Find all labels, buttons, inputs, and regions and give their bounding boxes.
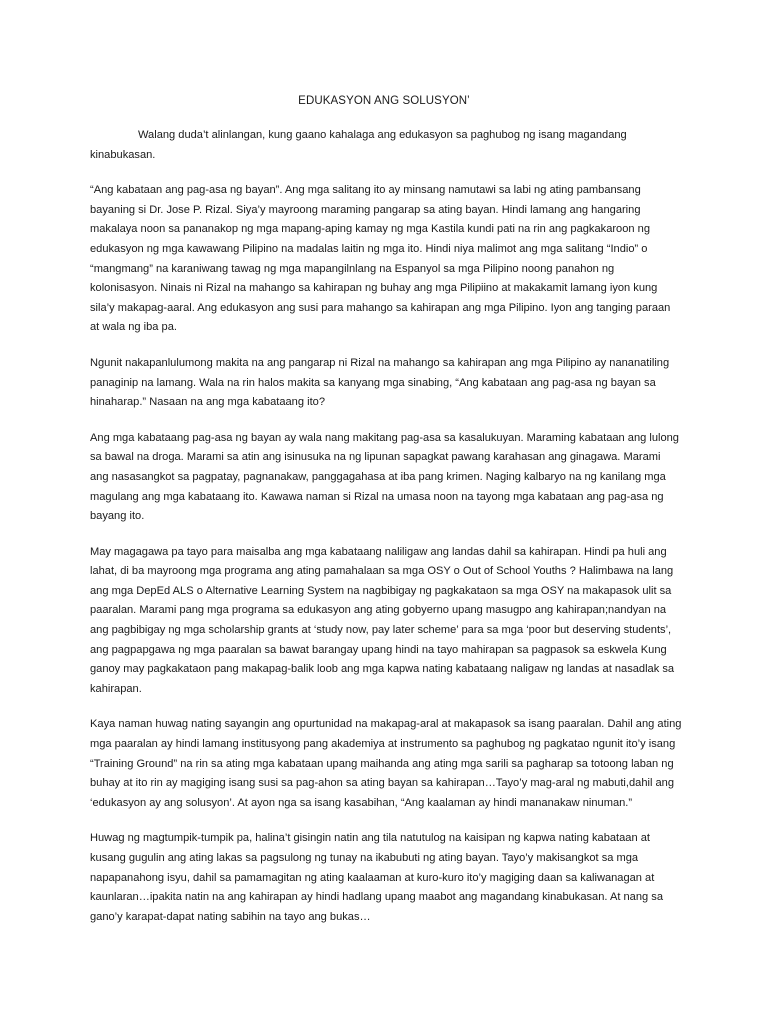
paragraph-programs: May magagawa pa tayo para maisalba ang mga kabataang naliligaw ang landas dahil sa kahirapan. Hindi pa huli ang lahat, di ba mayroong mga programa ang ating pamahalaan sa mga OSY o Out of School Youths ? Halimbawa na lang ang mga DepEd ALS o Alternative Learning System na nagbibigay ng pagkakataon sa mga OSY na makapasok ulit sa paaralan. Marami pang mga programa sa edukasyon ang ating gobyerno upang masugpo ang kahirapan;nandyan na ang pagbibigay ng mga scholarship grants at ‘study now, pay later scheme’ para sa mga ‘poor but deserving students’, ang pagpapgawa ng mga paaralan sa bawat barangay upang hindi na tayo mahirapan sa pagpasok sa eskwela Kung ganoy may pagkakataon pang makapag-balik loob ang mga kapwa nating kabataang naligaw ng landas at nasadlak sa kahirapan. xyxy=(90,545,675,695)
paragraph-opportunity: Kaya naman huwag nating sayangin ang opurtunidad na makapag-aral at makapasok sa isang paaralan. Dahil ang ating mga paaralan ay hindi lamang institusyong pang akademiya at instrumento sa paghubog ng pagkatao ngunit ito’y isang “Training Ground” na rin sa ating mga kabataan upang maihanda ang ating mga sarili sa pagharap sa totoong laban ng buhay at ito rin ay magiging isang susi sa pag-ahon sa ating bayan sa kahirapan…Tayo’y mag-aral ng mabuti,dahil ang ‘edukasyon ay ang solusyon’. At ayon nga sa isang kasabihan, “Ang kaalaman ay hindi mananakaw ninuman.” xyxy=(90,718,682,809)
paragraph-closing: Huwag ng magtumpik-tumpik pa, halina’t gisingin natin ang tila natutulog na kaisipan ng kapwa nating kabataan at kusang gugulin ang ating lakas sa pagsulong ng tunay na ikabubuti ng ating bayan. Tayo’y makisangkot sa mga napapanahong isyu, dahil sa pamamagitan ng ating kaalaaman at kuro-kuro ito’y magiging daan sa kaliwanagan at kaunlaran…ipakita natin na ang kahirapan ay hindi hadlang upang maabot ang magandang kinabukasan. At nang sa gano’y karapat-dapat nating sabihin na tayo ang bukas… xyxy=(90,832,663,923)
paragraph-rizal: “Ang kabataan ang pag-asa ng bayan”. Ang mga salitang ito ay minsang namutawi sa labi ng ating pambansang bayaning si Dr. Jose P. Rizal. Siya’y mayroong maraming pangarap sa ating bayan. Hindi lamang ang hangaring makalaya noon sa pananakop ng mga mapang-aping kamay ng mga Kastila kundi pati na rin ang pagkakaroon ng edukasyon ng mga kawawang Pilipino na madalas laitin ng mga ito. Hindi niya malimot ang mga salitang “Indio” o “mangmang” na karaniwang tawag ng mga mapangilnlang na Espanyol sa mga Pilipino noong panahon ng kolonisasyon. Ninais ni Rizal na mahango sa kahirapan ng buhay ang mga Pilipiino at makakamit lamang iyon kung sila’y makapag-aaral. Ang edukasyon ang susi para mahango sa kahirapan ang mga Pilipino. Iyon ang tanging paraan at wala ng iba pa. xyxy=(90,184,671,334)
paragraph-intro: Walang duda’t alinlangan, kung gaano kahalaga ang edukasyon sa paghubog ng isang magandang kinabukasan. xyxy=(90,129,627,161)
paragraph-dream: Ngunit nakapanlulumong makita na ang pangarap ni Rizal na mahango sa kahirapan ang mga Pilipino ay nananatiling panaginip na lamang. Wala na rin halos makita sa kanyang mga sinabing, “Ang kabataan ang pag-asa ng bayan sa hinaharap.” Nasaan na ang mga kabataang ito? xyxy=(90,356,670,409)
document-title: EDUKASYON ANG SOLUSYON’ xyxy=(298,95,470,107)
document-body xyxy=(90,126,682,943)
paragraph-youth: Ang mga kabataang pag-asa ng bayan ay wala nang makitang pag-asa sa kasalukuyan. Maraming kabataan ang lulong sa bawal na droga. Marami sa atin ang isinusuka na ng lipunan sapagkat pawang karahasan ang ginagawa. Marami ang nasasangkot sa pagpatay, pagnanakaw, panggagahasa at iba pang krimen. Naging kalbaryo na ng kanilang mga magulang ang mga kabataang ito. Kawawa naman si Rizal na umasa noon na tayong mga kabataan ang pag-asa ng bayang ito. xyxy=(90,431,679,523)
